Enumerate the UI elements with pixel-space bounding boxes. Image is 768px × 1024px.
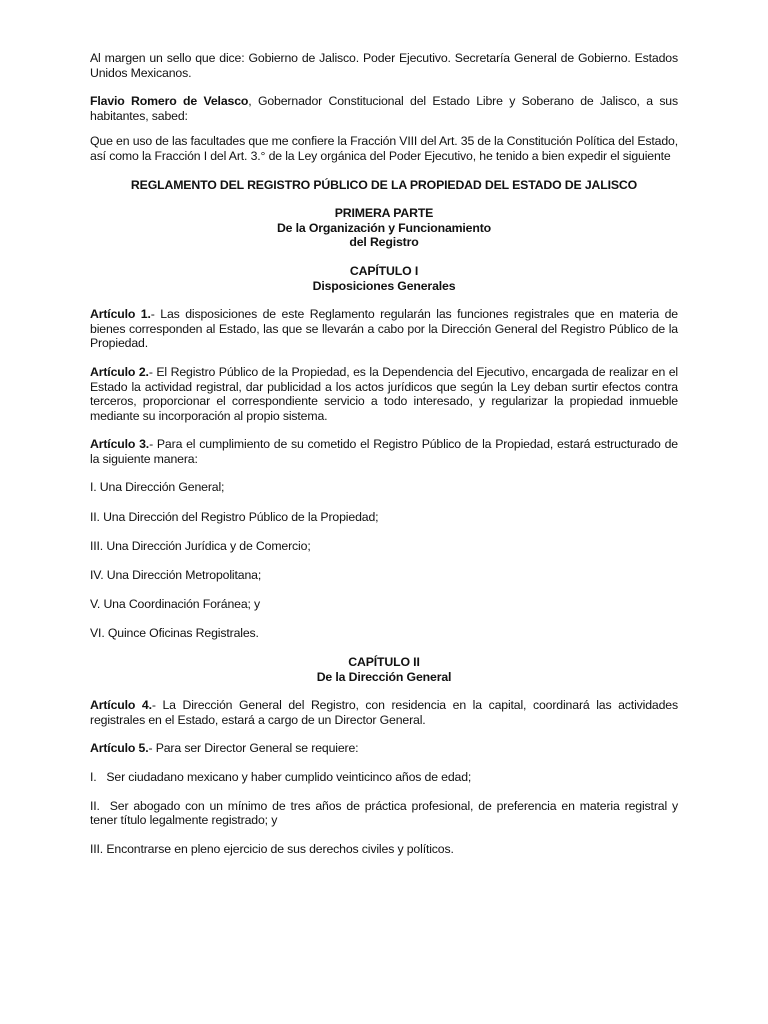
article-3-item-3: III. Una Dirección Jurídica y de Comercio; [90, 538, 311, 553]
article-1 [90, 307, 678, 351]
chapter-2-subtitle: De la Dirección General [316, 669, 452, 684]
article-4-label: Artículo 4. [90, 698, 152, 713]
article-3-item-5: V. Una Coordinación Foránea; y [90, 596, 261, 611]
article-1-text: - Las disposiciones de este Reglamento regularán las funciones registrales que en materia de bienes corresponden al Estado, las que se llevarán a cabo por la Dirección General del Registro Público de la Propiedad. [90, 307, 678, 351]
article-5-item-3: III. Encontrarse en pleno ejercicio de sus derechos civiles y políticos. [90, 841, 454, 856]
article-2 [90, 365, 678, 423]
part-label: PRIMERA PARTE [334, 206, 434, 221]
chapter-1-heading [90, 264, 678, 293]
chapter-2-heading [90, 655, 678, 684]
part-subtitle-line2: del Registro [349, 235, 419, 250]
document-title: REGLAMENTO DEL REGISTRO PÚBLICO DE LA PROPIEDAD DEL ESTADO DE JALISCO [130, 177, 638, 192]
chapter-2-label: CAPÍTULO II [348, 655, 420, 670]
article-5-item-1: I. Ser ciudadano mexicano y haber cumplido veinticinco años de edad; [90, 770, 472, 784]
article-3-item-4: IV. Una Dirección Metropolitana; [90, 567, 262, 582]
article-5 [90, 741, 678, 756]
article-3-text: - Para el cumplimiento de su cometido el Registro Público de la Propiedad, estará estructurado de la siguiente manera: [90, 437, 678, 466]
governor-paragraph [90, 94, 678, 123]
article-3-item-1: I. Una Dirección General; [90, 480, 225, 495]
article-4-text: - La Dirección General del Registro, con residencia en la capital, coordinará las actividades registrales en el Estado, estará a cargo de un Director General. [90, 698, 678, 727]
article-1-label: Artículo 1. [90, 307, 151, 322]
part-heading [90, 206, 678, 250]
chapter-1-label: CAPÍTULO I [349, 263, 419, 278]
seal-paragraph: Al margen un sello que dice: Gobierno de Jalisco. Poder Ejecutivo. Secretaría General de Gobierno. Estados Unidos Mexicanos. [90, 51, 678, 80]
governor-text: , Gobernador Constitucional del Estado Libre y Soberano de Jalisco, a sus habitantes, sabed: [90, 94, 678, 123]
article-3-label: Artículo 3. [90, 437, 150, 452]
article-2-text: - El Registro Público de la Propiedad, es la Dependencia del Ejecutivo, encargada de realizar en el Estado la actividad registral, dar publicidad a los actos jurídicos que según la Ley deban surtir efectos contra terceros, proporcionar el correspondiente servicio a todo interesado, y regularizar la propiedad inmueble mediante su incorporación al propio sistema. [90, 364, 679, 423]
chapter-1-subtitle: Disposiciones Generales [312, 278, 456, 293]
article-3-item-2: II. Una Dirección del Registro Público de la Propiedad; [90, 509, 379, 524]
article-2-label: Artículo 2. [90, 364, 149, 379]
article-3-item-6: VI. Quince Oficinas Registrales. [90, 625, 259, 640]
article-3 [90, 437, 678, 466]
governor-name: Flavio Romero de Velasco [90, 94, 249, 109]
part-subtitle-line1: De la Organización y Funcionamiento [276, 220, 492, 235]
article-5-label: Artículo 5. [90, 741, 149, 756]
article-5-text: - Para ser Director General se requiere: [148, 741, 359, 756]
article-5-item-2: II. Ser abogado con un mínimo de tres años de práctica profesional, de preferencia en materia registral y tener título legalmente registrado; y [90, 798, 682, 828]
faculties-paragraph: Que en uso de las facultades que me confiere la Fracción VIII del Art. 35 de la Constitución Política del Estado, así como la Fracción I del Art. 3.° de la Ley orgánica del Poder Ejecutivo, he tenido a bien expedir el siguiente [90, 134, 678, 163]
article-4 [90, 698, 678, 727]
